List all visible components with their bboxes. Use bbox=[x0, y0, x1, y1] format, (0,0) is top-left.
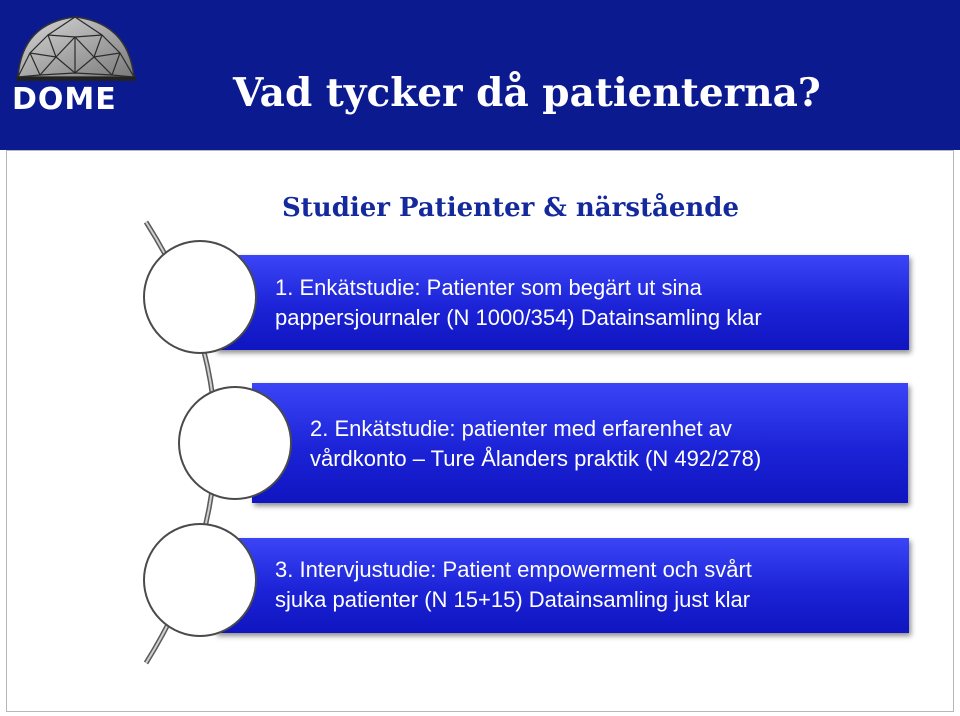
study-2-line-2: vårdkonto – Ture Ålanders praktik (N 492/278) bbox=[310, 446, 762, 471]
study-band-3 bbox=[215, 538, 909, 633]
study-3-line-2: sjuka patienter (N 15+15) Datainsamling just klar bbox=[275, 587, 751, 612]
study-band-1 bbox=[215, 255, 909, 350]
bullet-circle-3 bbox=[143, 523, 257, 637]
study-1-text bbox=[275, 273, 762, 333]
logo-wordmark: DOME bbox=[12, 82, 117, 117]
section-subtitle: Studier Patienter & närstående bbox=[282, 193, 740, 223]
study-3-line-1: 3. Intervjustudie: Patient empowerment och svårt bbox=[275, 557, 752, 582]
study-2-line-1: 2. Enkätstudie: patienter med erfarenhet av bbox=[310, 416, 732, 441]
study-1-line-2: pappersjournaler (N 1000/354) Datainsamling klar bbox=[275, 305, 762, 330]
slide-title: Vad tycker då patienterna? bbox=[233, 70, 821, 116]
bullet-circle-1 bbox=[143, 240, 257, 354]
study-band-2 bbox=[252, 383, 908, 503]
study-1-line-1: 1. Enkätstudie: Patienter som begärt ut sina bbox=[275, 275, 702, 300]
study-2-text bbox=[310, 414, 761, 474]
study-3-text bbox=[275, 555, 752, 615]
bullet-circle-2 bbox=[178, 386, 292, 500]
